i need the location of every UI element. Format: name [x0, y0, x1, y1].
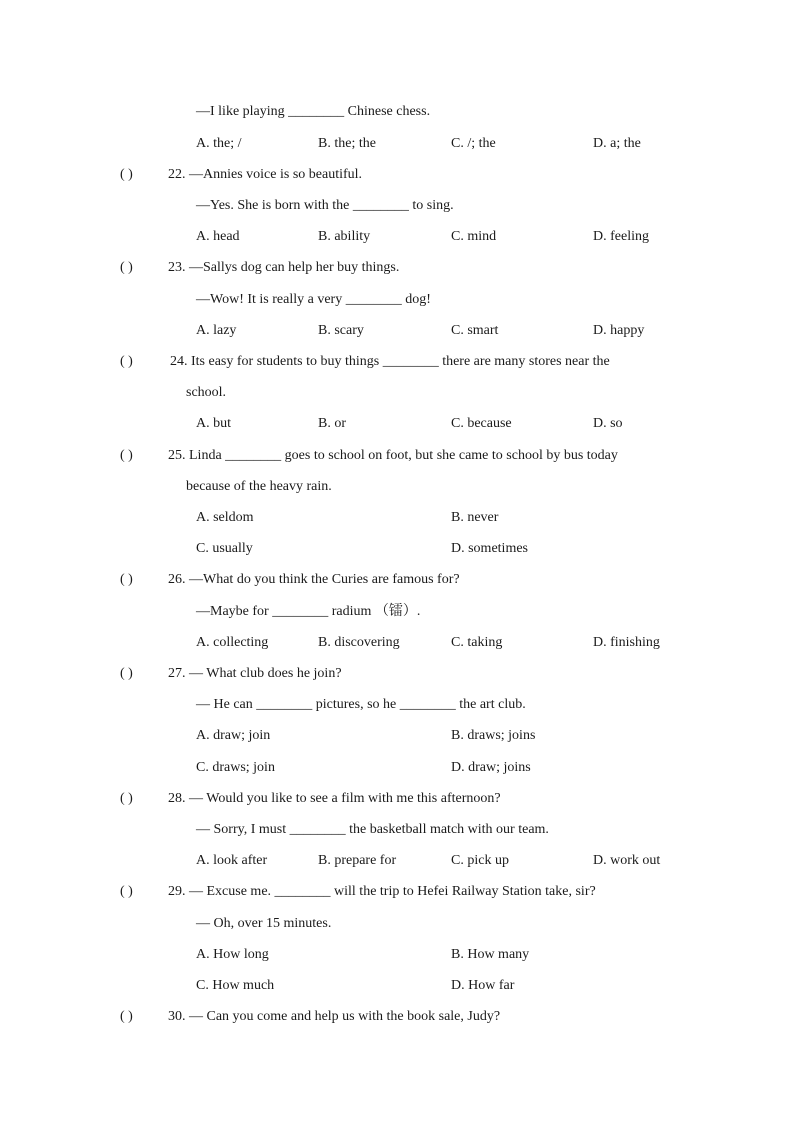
question-23-option-d: D. happy — [593, 323, 645, 338]
question-27-option-b: B. draws; joins — [451, 728, 536, 743]
question-26-option-d: D. finishing — [593, 635, 660, 650]
question-25-option-d: D. sometimes — [451, 541, 528, 556]
question-29-option-b: B. How many — [451, 947, 530, 962]
question-22-option-d: D. feeling — [593, 229, 649, 244]
question-28-option-a: A. look after — [196, 853, 268, 868]
question-28-stem: 28. — Would you like to see a film with me this afternoon? — [168, 791, 501, 806]
question-25-option-c: C. usually — [196, 541, 253, 556]
question-27-line-2: — He can ________ pictures, so he ________ the art club. — [196, 697, 526, 712]
question-27-option-d: D. draw; joins — [451, 760, 531, 775]
intro-option-c: C. /; the — [451, 136, 496, 151]
question-27-option-c: C. draws; join — [196, 760, 275, 775]
question-29-option-c: C. How much — [196, 978, 275, 993]
question-26-option-c: C. taking — [451, 635, 503, 650]
question-25-stem: 25. Linda ________ goes to school on foot, but she came to school by bus today — [168, 448, 618, 463]
question-30-stem: 30. — Can you come and help us with the book sale, Judy? — [168, 1009, 501, 1024]
question-29-stem: 29. — Excuse me. ________ will the trip to Hefei Railway Station take, sir? — [168, 884, 596, 899]
question-27-option-a: A. draw; join — [196, 728, 271, 743]
question-24-option-d: D. so — [593, 416, 623, 431]
question-28-line-2: — Sorry, I must ________ the basketball match with our team. — [196, 822, 549, 837]
question-23-option-a: A. lazy — [196, 323, 237, 338]
question-27-stem: 27. — What club does he join? — [168, 666, 342, 681]
question-24-option-a: A. but — [196, 416, 231, 431]
answer-bracket: ( ) — [120, 1009, 133, 1024]
question-24-line-2: school. — [186, 385, 227, 400]
question-22-option-a: A. head — [196, 229, 240, 244]
intro-option-a: A. the; / — [196, 136, 242, 151]
question-25-option-a: A. seldom — [196, 510, 254, 525]
question-24-option-b: B. or — [318, 416, 346, 431]
question-22-option-c: C. mind — [451, 229, 497, 244]
question-26-option-b: B. discovering — [318, 635, 400, 650]
intro-option-b: B. the; the — [318, 136, 376, 151]
question-22-stem: 22. —Annies voice is so beautiful. — [168, 167, 363, 182]
question-25-option-b: B. never — [451, 510, 499, 525]
question-24-option-c: C. because — [451, 416, 512, 431]
question-28-option-b: B. prepare for — [318, 853, 397, 868]
question-29-line-2: — Oh, over 15 minutes. — [196, 916, 332, 931]
answer-bracket: ( ) — [120, 791, 133, 806]
answer-bracket: ( ) — [120, 354, 133, 369]
answer-bracket: ( ) — [120, 260, 133, 275]
question-23-stem: 23. —Sallys dog can help her buy things. — [168, 260, 400, 275]
question-23-option-c: C. smart — [451, 323, 499, 338]
answer-bracket: ( ) — [120, 572, 133, 587]
answer-bracket: ( ) — [120, 884, 133, 899]
question-22-option-b: B. ability — [318, 229, 371, 244]
intro-option-d: D. a; the — [593, 136, 641, 151]
question-24-stem: 24. Its easy for students to buy things ________ there are many stores near the — [170, 354, 610, 369]
question-22-line-2: —Yes. She is born with the ________ to sing. — [196, 198, 454, 213]
question-29-option-a: A. How long — [196, 947, 269, 962]
intro-line: —I like playing ________ Chinese chess. — [196, 104, 431, 119]
question-28-option-c: C. pick up — [451, 853, 509, 868]
question-26-stem: 26. —What do you think the Curies are famous for? — [168, 572, 460, 587]
question-23-option-b: B. scary — [318, 323, 364, 338]
answer-bracket: ( ) — [120, 448, 133, 463]
answer-bracket: ( ) — [120, 666, 133, 681]
question-23-line-2: —Wow! It is really a very ________ dog! — [196, 292, 431, 307]
question-26-line-2: —Maybe for ________ radium （镭）. — [196, 604, 421, 619]
question-28-option-d: D. work out — [593, 853, 661, 868]
question-26-option-a: A. collecting — [196, 635, 269, 650]
question-25-line-2: because of the heavy rain. — [186, 479, 332, 494]
answer-bracket: ( ) — [120, 167, 133, 182]
question-29-option-d: D. How far — [451, 978, 515, 993]
